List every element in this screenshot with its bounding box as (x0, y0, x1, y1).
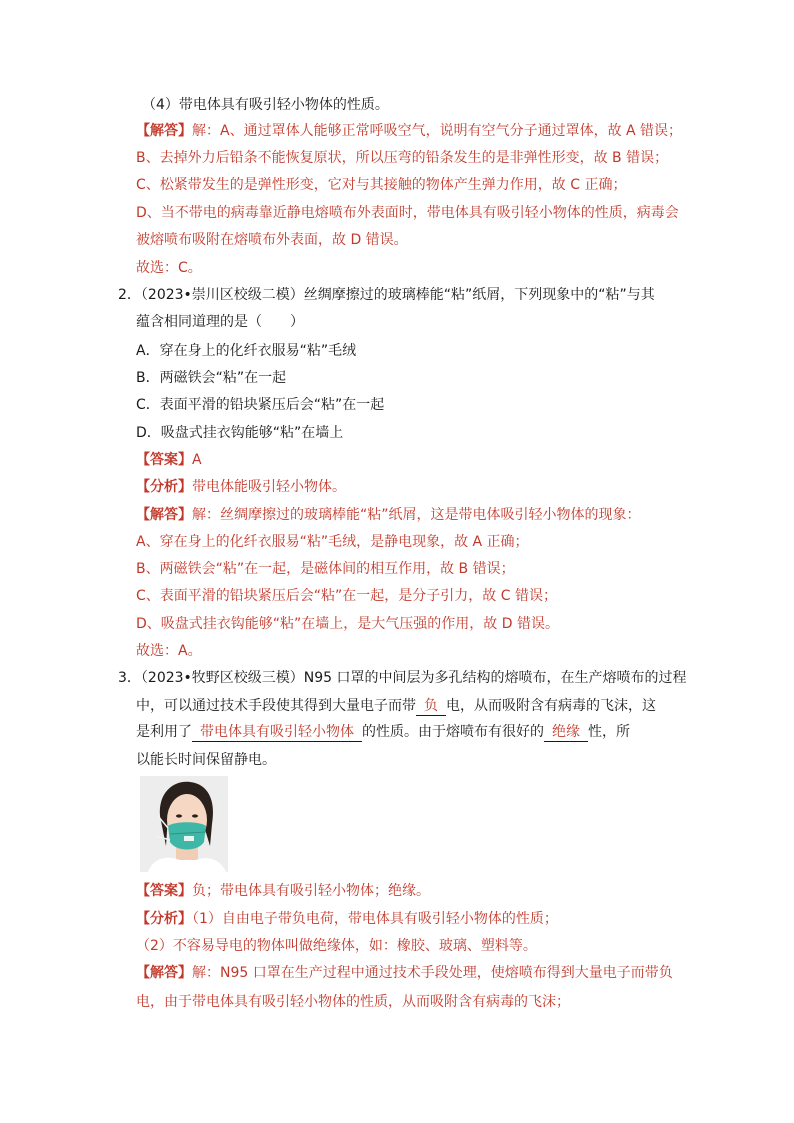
q1-solution-line-2: B、去掉外力后铅条不能恢复原状，所以压弯的铅条发生的是非弹性形变，故 B 错误； (136, 150, 669, 166)
q2-answer: 【答案】A (136, 452, 202, 468)
q3-blank-3: 绝缘 (544, 723, 588, 742)
q1-solution-line-5: 被熔喷布吸附在熔喷布外表面，故 D 错误。 (136, 232, 408, 248)
q2-analysis-tag: 【分析】 (136, 479, 192, 495)
q1-solution-tag: 【解答】 (136, 123, 192, 139)
q2-option-c: C．表面平滑的铅块紧压后会“粘”在一起 (136, 397, 385, 413)
q1-choice: 故选：C。 (136, 260, 202, 276)
q2-choice: 故选：A。 (136, 643, 202, 659)
q1-solution-line-3: C、松紧带发生的是弹性形变，它对与其接触的物体产生弹力作用，故 C 正确； (136, 177, 627, 193)
q3-solution-line-2: 电，由于带电体具有吸引轻小物体的性质，从而吸附含有病毒的飞沫； (136, 994, 570, 1010)
q3-stem-line-3: 是利用了 带电体具有吸引轻小物体 的性质。由于熔喷布有很好的 绝缘 性，所 (136, 724, 630, 740)
q3-solution-tag: 【解答】 (136, 965, 192, 981)
q3-analysis-tag: 【分析】 (136, 911, 192, 927)
q2-option-d: D．吸盘式挂衣钩能够“粘”在墙上 (136, 425, 344, 441)
q3-stem-line-1: 3．（2023•牧野区校级三模）N95 口罩的中间层为多孔结构的熔喷布，在生产熔喷布的过程 (118, 670, 687, 686)
q2-solution-line-b: B、两磁铁会“粘”在一起，是磁体间的相互作用，故 B 错误； (136, 561, 515, 577)
q1-solution-line-4: D、当不带电的病毒靠近静电熔喷布外表面时，带电体具有吸引轻小物体的性质，病毒会 (136, 205, 679, 221)
n95-mask-photo (140, 776, 228, 872)
q3-stem-line-2: 中，可以通过技术手段使其得到大量电子而带 负 电，从而吸附含有病毒的飞沫，这 (136, 698, 656, 714)
q3-blank-2: 带电体具有吸引轻小物体 (192, 723, 362, 742)
woman-wearing-mask-illustration (140, 776, 228, 872)
q2-option-b: B．两磁铁会“粘”在一起 (136, 370, 287, 386)
q2-stem-line-2: 蕴含相同道理的是（ ） (136, 314, 304, 330)
q3-answer-tag: 【答案】 (136, 883, 192, 899)
q2-solution-tag: 【解答】 (136, 507, 192, 523)
q2-option-a: A．穿在身上的化纤衣服易“粘”毛绒 (136, 343, 357, 359)
q2-solution-line-c: C、表面平滑的铅块紧压后会“粘”在一起，是分子引力，故 C 错误； (136, 588, 557, 604)
q2-answer-tag: 【答案】 (136, 452, 192, 468)
q2-solution: 【解答】解：丝绸摩擦过的玻璃棒能“粘”纸屑，这是带电体吸引轻小物体的现象： (136, 507, 641, 523)
q2-analysis: 【分析】带电体能吸引轻小物体。 (136, 479, 346, 495)
q3-analysis: 【分析】（1）自由电子带负电荷，带电体具有吸引轻小物体的性质； (136, 911, 558, 927)
q2-solution-line-d: D、吸盘式挂衣钩能够“粘”在墙上，是大气压强的作用，故 D 错误。 (136, 616, 559, 632)
q2-stem-line-1: 2．（2023•崇川区校级二模）丝绸摩擦过的玻璃棒能“粘”纸屑，下列现象中的“粘”与其 (118, 287, 655, 303)
q1-solution-line-1: 【解答】解：A、通过罩体人能够正常呼吸空气，说明有空气分子通过罩体，故 A 错误； (136, 123, 683, 139)
q3-analysis-line-2: （2）不容易导电的物体叫做绝缘体，如：橡胶、玻璃、塑料等。 (136, 938, 537, 954)
q3-blank-1: 负 (416, 697, 446, 716)
q3-stem-line-4: 以能长时间保留静电。 (136, 752, 276, 768)
q1-point-4: （4）带电体具有吸引轻小物体的性质。 (142, 97, 389, 113)
q2-solution-line-a: A、穿在身上的化纤衣服易“粘”毛绒，是静电现象，故 A 正确； (136, 534, 529, 550)
q3-solution: 【解答】解：N95 口罩在生产过程中通过技术手段处理，使熔喷布得到大量电子而带负 (136, 965, 673, 981)
q3-answer: 【答案】负；带电体具有吸引轻小物体；绝缘。 (136, 883, 430, 899)
